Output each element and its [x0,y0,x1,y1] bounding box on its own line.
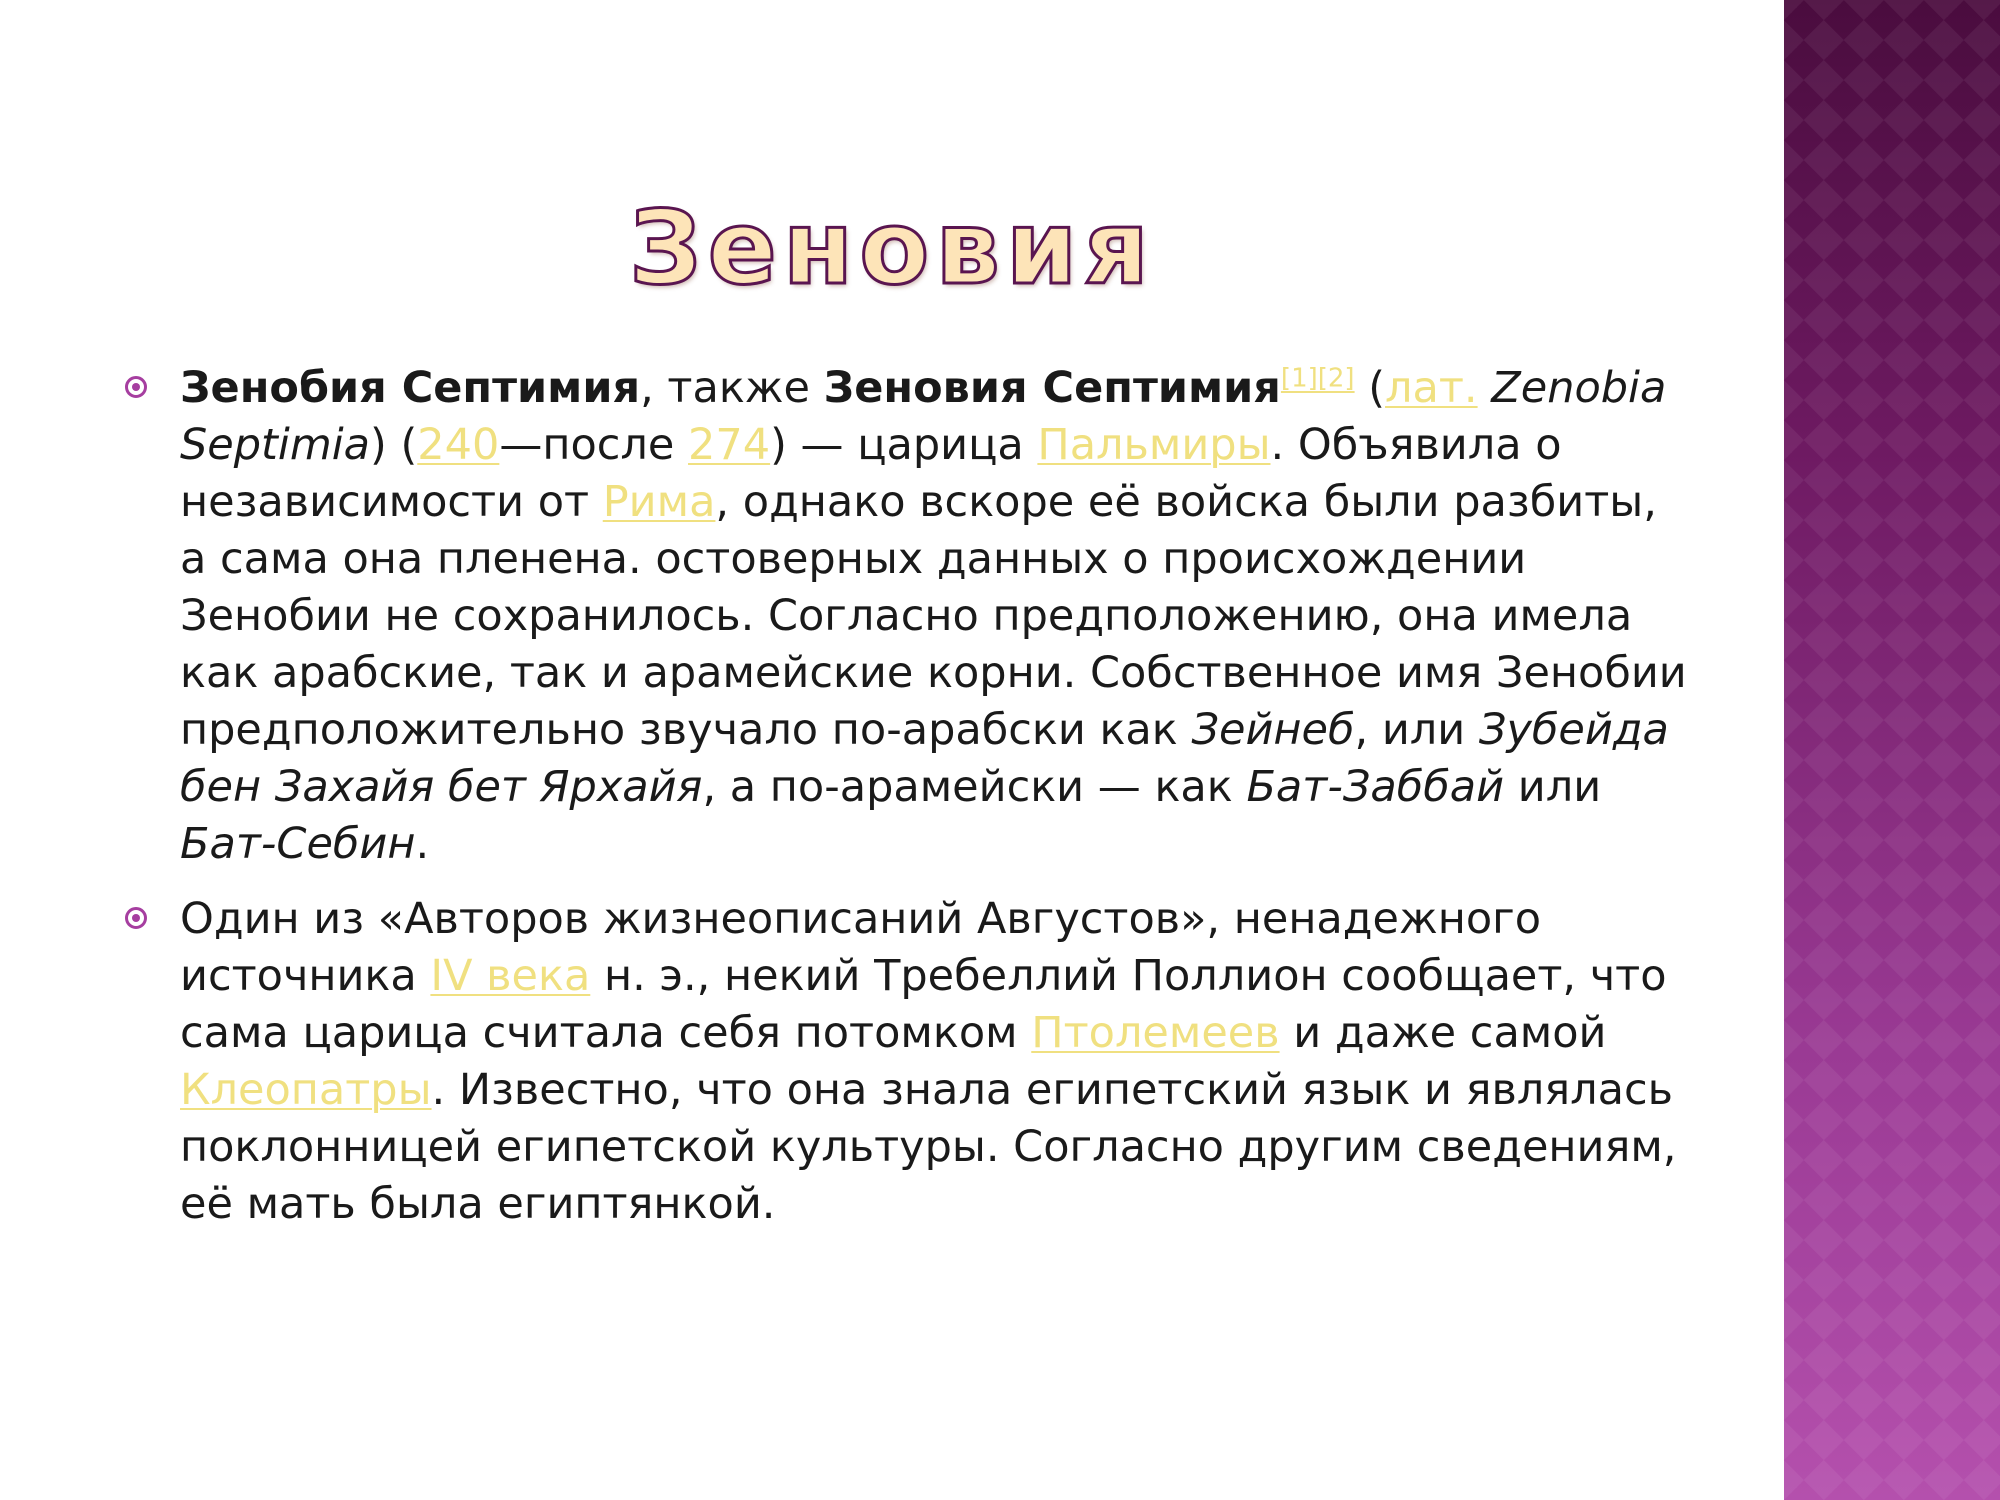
text-span: или [1504,762,1602,812]
text-span: . [415,819,430,869]
bullet-icon [125,907,147,929]
link-year-240[interactable]: 240 [417,420,500,470]
text-span: , также [640,363,824,413]
text-span: —после [499,420,689,470]
text-span: , однако вскоре её войска были разбиты, а сама она пленена. остоверных данных о происхождении Зенобии не сохранилось. Согласно предположению, она имела как арабские, так и арамейские корни. Собственное имя Зенобии предположительно звучало по-арабски как [180,477,1687,755]
link-cleopatra[interactable]: Клеопатры [180,1065,432,1115]
bullet-icon [125,376,147,398]
slide-title: Зеновия [629,189,1155,308]
bullet-paragraph-1 [125,360,1695,873]
link-century[interactable]: IV века [430,951,591,1001]
link-ptolemies[interactable]: Птолемеев [1031,1008,1280,1058]
text-span: , или [1354,705,1479,755]
text-span [1478,363,1492,413]
bold-name-2: Зеновия Септимия [823,363,1281,413]
text-span: . Объявила о независимости от [180,420,1562,527]
link-year-274[interactable]: 274 [688,420,771,470]
reference-links[interactable]: [1][2] [1280,363,1355,394]
latin-name: Zenobia Septimia [180,363,1667,470]
text-span: и даже самой [1279,1008,1607,1058]
link-rome[interactable]: Рима [602,477,716,527]
slide-content [125,360,1695,1251]
text-span: ( [1354,363,1386,413]
text-span: ) — царица [770,420,1038,470]
text-span: Один из «Авторов жизнеописаний Августов», ненадежного источника [180,894,1542,1001]
decorative-side-band [1784,0,2000,1500]
text-span: , а по-арамейски — как [702,762,1247,812]
italic-name: Зубейда бен Захайя бет Ярхайя [180,705,1669,812]
bold-name-1: Зенобия Септимия [180,363,641,413]
link-palmyra[interactable]: Пальмиры [1037,420,1271,470]
italic-name: Зейнеб [1191,705,1355,755]
link-latin[interactable]: лат. [1385,363,1478,413]
bullet-paragraph-2 [125,891,1695,1233]
text-span: ) ( [370,420,418,470]
text-span: . Известно, что она знала египетский язык и являлась поклонницей египетской культуры. Согласно другим сведениям, её мать была египтянкой. [180,1065,1677,1229]
italic-name: Бат-Себин [180,819,416,869]
italic-name: Бат-Заббай [1246,762,1505,812]
text-span: н. э., некий Требеллий Поллион сообщает, что сама царица считала себя потомком [180,951,1667,1058]
